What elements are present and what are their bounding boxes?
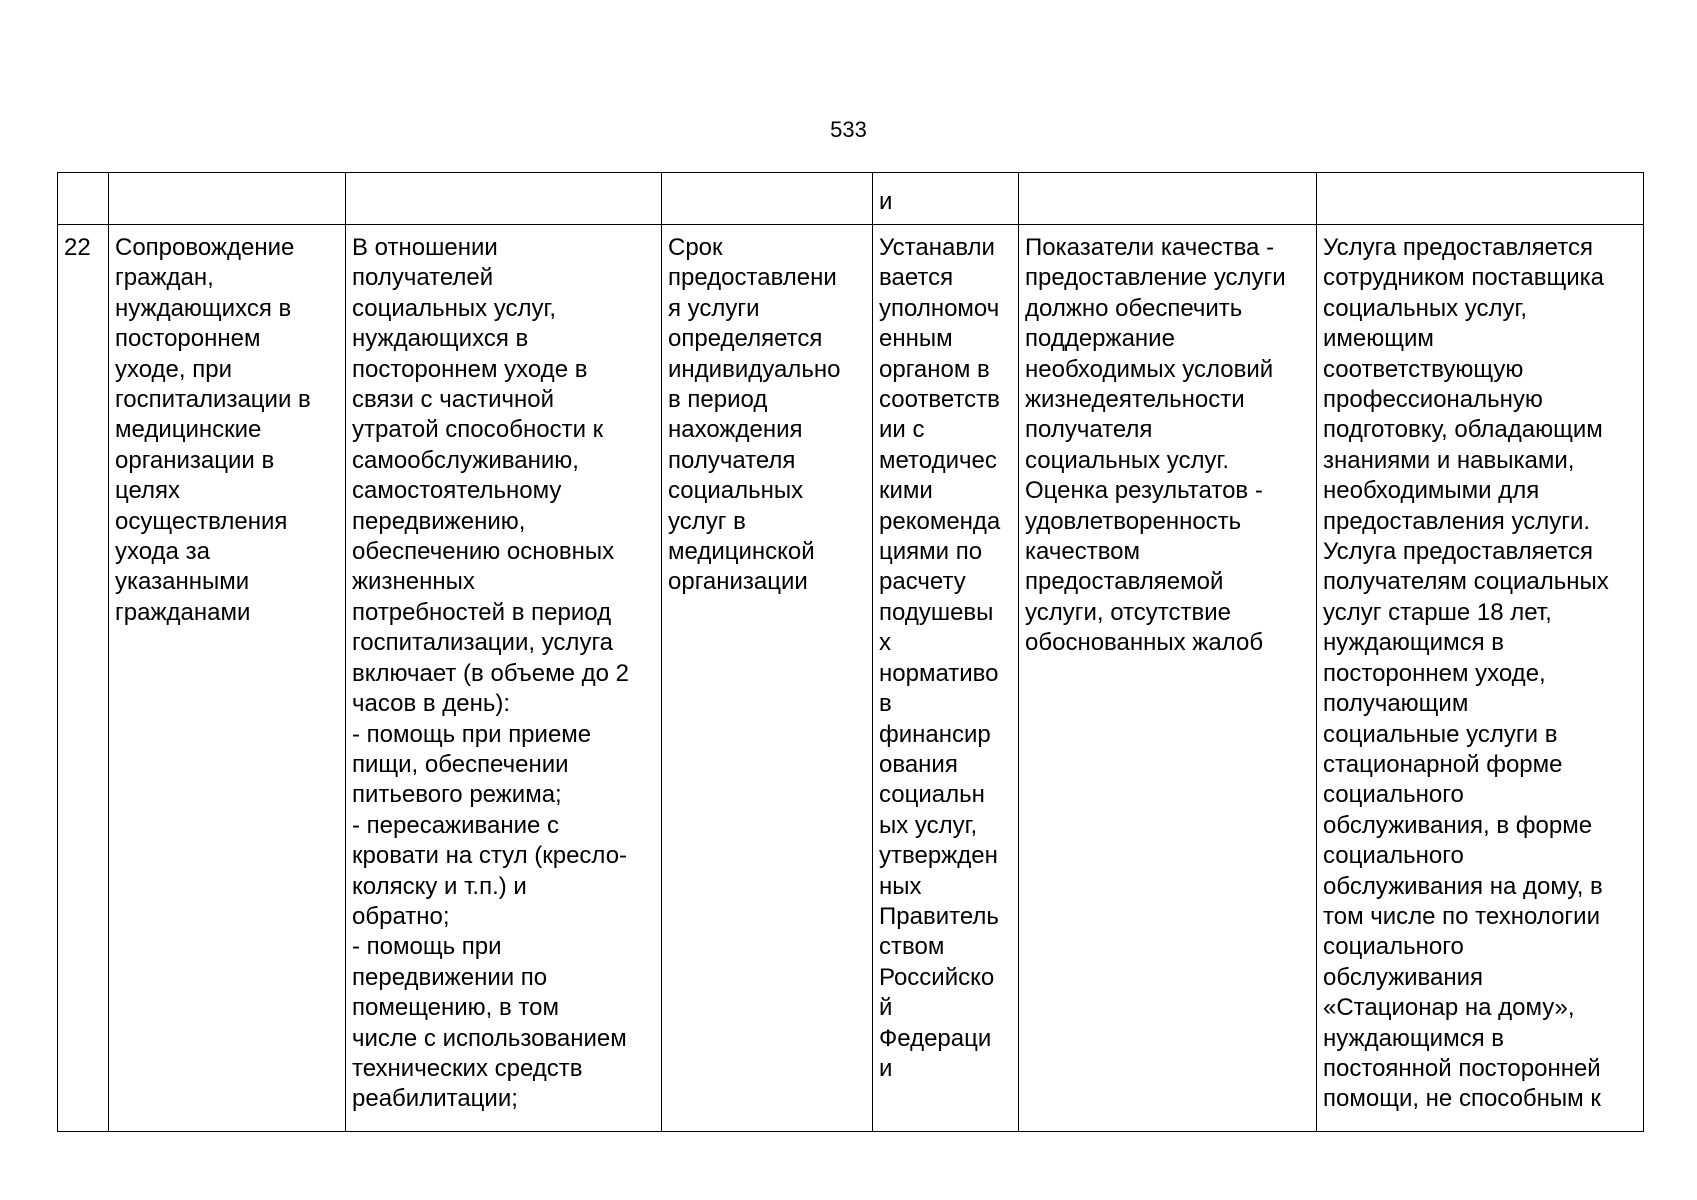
cell-service-quality: Показатели качества - предоставление услуги должно обеспечить поддержание необходимых условий жизнедеятельности получателя социальных услуг. Оценка результатов - удовлетворенность качеством предоставляемой услуги, отсутствие обоснованных жалоб — [1019, 225, 1317, 1132]
cell-service-name: Сопровождение граждан, нуждающихся в постороннем уходе, при госпитализации в медицинские организации в целях осуществления ухода за указанными гражданами — [109, 225, 346, 1132]
cell-service-term: Срок предоставлени я услуги определяется индивидуально в период нахождения получателя социальных услуг в медицинской организации — [662, 225, 873, 1132]
cell-service-funding: Устанавли вается уполномоч енным органом в соответств ии с методичес кими рекоменда циями по расчету подушевы х нормативо в финансир ования социальн ых услуг, утвержден ных Правитель ством Российско й Федераци и — [873, 225, 1019, 1132]
cont-cell-term — [662, 173, 873, 225]
cell-service-description: В отношении получателей социальных услуг, нуждающихся в постороннем уходе в связи с частичной утратой способности к самообслуживанию, самостоятельному передвижению, обеспечению основных жизненных потребностей в период госпитализации, услуга включает (в объеме до 2 часов в день): - помощь при приеме пищи, обеспечении питьевого режима; - пересаживание с кровати на стул (кресло- коляску и т.п.) и обратно; - помощь при передвижении по помещению, в том числе с использованием технических средств реабилитации; — [346, 225, 662, 1132]
cont-cell-number — [58, 173, 109, 225]
page-number: 533 — [830, 117, 867, 142]
cont-cell-funding: и — [873, 173, 1019, 225]
cont-cell-quality — [1019, 173, 1317, 225]
cell-service-conditions: Услуга предоставляется сотрудником поставщика социальных услуг, имеющим соответствующую профессиональную подготовку, обладающим знаниями и навыками, необходимыми для предоставления услуги. Услуга предоставляется получателям социальных услуг старше 18 лет, нуждающимся в постороннем уходе, получающим социальные услуги в стационарной форме социального обслуживания, в форме социального обслуживания на дому, в том числе по технологии социального обслуживания «Стационар на дому», нуждающимся в постоянной посторонней помощи, не способным к — [1317, 225, 1644, 1132]
continuation-row — [58, 173, 1644, 225]
cont-cell-description — [346, 173, 662, 225]
cont-cell-service-name — [109, 173, 346, 225]
cont-cell-conditions — [1317, 173, 1644, 225]
cell-row-number: 22 — [58, 225, 109, 1132]
services-table — [57, 172, 1644, 1132]
table-row — [58, 225, 1644, 1132]
